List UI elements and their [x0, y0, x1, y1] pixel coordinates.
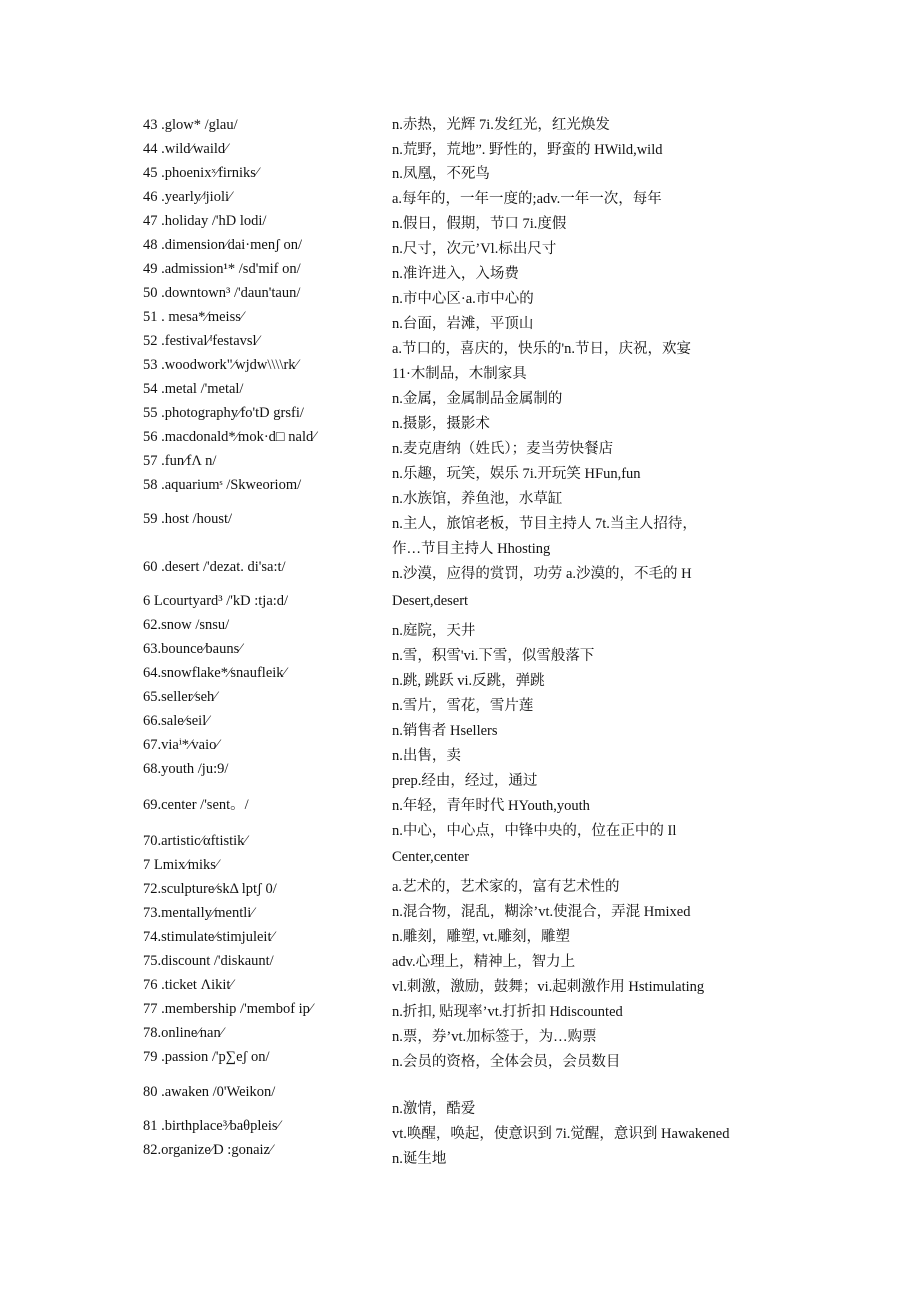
meaning-entry: n.年轻，青年时代 HYouth,youth	[392, 798, 590, 814]
word-entry: 75.discount /'diskaunt/	[143, 953, 274, 969]
word-entry: 48 .dimension⁄dai·menʃ on/	[143, 237, 303, 253]
meaning-entry: n.销售者 Hsellers	[392, 723, 498, 739]
meaning-entry: n.假日，假期，节口 7i.度假	[392, 216, 567, 232]
meaning-entry: n.市中心区·a.市中心的	[392, 291, 534, 307]
meaning-entry: n.摄影，摄影术	[392, 416, 490, 432]
word-entry: 76 .ticket Λikit⁄	[143, 977, 233, 993]
meaning-entry: n.跳, 跳跃 vi.反跳，弹跳	[392, 673, 545, 689]
meaning-entry: vl.刺激，激励，鼓舞；vi.起刺激作用 Hstimulating	[392, 979, 705, 995]
word-entry: 72.sculpture⁄skΔ lptʃ 0/	[143, 881, 277, 897]
meaning-entry: n.赤热，光辉 7i.发红光，红光焕发	[392, 117, 610, 133]
word-entry: 49 .admission¹* /sd'mif on/	[143, 261, 301, 277]
word-entry: 62.snow /snsu/	[143, 617, 230, 633]
word-entry: 66.sale⁄seil⁄	[143, 713, 209, 729]
meaning-entry: n.出售，卖	[392, 748, 461, 764]
word-entry: 54 .metal /'metal/	[143, 381, 244, 397]
meaning-entry: Desert,desert	[392, 593, 469, 609]
word-entry: 7 Lmix⁄miks⁄	[143, 857, 219, 873]
word-entry: 53 .woodwork"⁄wjdw\\\\rk⁄	[143, 357, 298, 373]
meaning-entry: n.尺寸，次元’Vl.标出尺寸	[392, 241, 557, 257]
word-entry: 58 .aquariumˢ /Skweoriom/	[143, 477, 302, 493]
meaning-entry: n.混合物，混乱，糊涂’vt.使混合，弄混 Hmixed	[392, 904, 691, 920]
word-entry: 47 .holiday /'hD lodi/	[143, 213, 267, 229]
meaning-entry: n.水族馆，养鱼池，水草缸	[392, 491, 563, 507]
meaning-entry: n.准许进入，入场费	[392, 266, 519, 282]
word-entry: 64.snowflake*⁄snaufleik⁄	[143, 665, 286, 681]
word-entry: 55 .photography⁄fo'tD grsfi/	[143, 405, 304, 421]
word-entry: 51 . mesa*⁄meiss⁄	[143, 309, 244, 325]
word-entry: 70.artistic⁄αftistik⁄	[143, 833, 247, 849]
word-entry: 57 .fun⁄fΛ n/	[143, 453, 217, 469]
meaning-entry: n.折扣, 贴现率’vt.打折扣 Hdiscounted	[392, 1004, 623, 1020]
word-entry: 56 .macdonald*⁄mok·d□ nald⁄	[143, 429, 316, 445]
word-entry: 67.viaⁱ*⁄vaio⁄	[143, 737, 219, 753]
meaning-entry: n.沙漠，应得的赏罚，功劳 a.沙漠的，不毛的 H	[392, 566, 692, 582]
meaning-entry: 11·木制品，木制家具	[392, 366, 527, 382]
meaning-entry: n.台面，岩滩，平顶山	[392, 316, 534, 332]
word-entry: 68.youth /ju:9/	[143, 761, 229, 777]
meaning-entry: a.每年的，一年一度的;adv.一年一次，每年	[392, 191, 662, 207]
word-entry: 44 .wild⁄waild⁄	[143, 141, 228, 157]
word-entry: 65.seller⁄seh⁄	[143, 689, 217, 705]
word-entry: 74.stimulate⁄stimjuleit⁄	[143, 929, 274, 945]
meaning-entry: 作…节目主持人 Hhosting	[392, 541, 551, 557]
meaning-entry: a.艺术的，艺术家的，富有艺术性的	[392, 879, 620, 895]
meaning-entry: n.金属，金属制品金属制的	[392, 391, 563, 407]
meaning-entry: n.麦克唐纳（姓氏）；麦当劳快餐店	[392, 441, 614, 457]
meaning-entry: n.凤凰，不死鸟	[392, 166, 490, 182]
meaning-entry: n.荒野，荒地”. 野性的，野蛮的 HWild,wild	[392, 142, 663, 158]
meaning-entry: n.激情，酷爱	[392, 1101, 476, 1117]
meaning-entry: prep.经由，经过，通过	[392, 773, 538, 789]
meaning-entry: n.主人，旅馆老板，节目主持人 7t.当主人招待，	[392, 516, 697, 532]
word-entry: 69.center /'sent。/	[143, 797, 249, 813]
meaning-entry: n.乐趣，玩笑，娱乐 7i.开玩笑 HFun,fun	[392, 466, 641, 482]
meaning-entry: n.诞生地	[392, 1151, 447, 1167]
word-entry: 80 .awaken /0'Weikon/	[143, 1084, 276, 1100]
word-entry: 46 .yearly⁄ʲjioli⁄	[143, 189, 232, 205]
meaning-entry: n.庭院，天井	[392, 623, 476, 639]
meaning-entry: n.雕刻，雕塑, vt.雕刻，雕塑	[392, 929, 571, 945]
word-entry: 78.online⁄nan⁄	[143, 1025, 224, 1041]
word-entry: 45 .phoenixˣ⁄firniks⁄	[143, 165, 259, 181]
word-entry: 79 .passion /'p∑eʃ on/	[143, 1049, 270, 1065]
word-entry: 77 .membership /'membof ip⁄	[143, 1001, 313, 1017]
word-entry: 82.organize⁄D :gonaiz⁄	[143, 1142, 273, 1158]
word-entry: 43 .glow* /glau/	[143, 117, 238, 133]
word-entry: 73.mentally⁄mentli⁄	[143, 905, 254, 921]
meaning-entry: n.票，券’vt.加标签于，为…购票	[392, 1029, 597, 1045]
meaning-entry: n.雪，积雪'vi.下雪，似雪般落下	[392, 648, 595, 664]
meaning-entry: n.会员的资格，全体会员，会员数目	[392, 1054, 621, 1070]
word-entry: 6 Lcourtyard³ /'kD :tja:d/	[143, 593, 289, 609]
word-entry: 81 .birthplace³⁄baθpleis⁄	[143, 1118, 280, 1134]
meaning-entry: vt.唤醒，唤起，使意识到 7i.觉醒，意识到 Hawakened	[392, 1126, 730, 1142]
meaning-entry: Center,center	[392, 849, 470, 865]
meaning-entry: n.中心，中心点，中锋中央的，位在正中的 Il	[392, 823, 677, 839]
word-entry: 60 .desert /'dezat. di'sa:t/	[143, 559, 286, 575]
meaning-entry: adv.心理上，精神上，智力上	[392, 954, 576, 970]
word-entry: 50 .downtown³ /'daun'taun/	[143, 285, 301, 301]
word-entry: 63.bounce⁄bauns⁄	[143, 641, 242, 657]
word-entry: 59 .host /houst/	[143, 511, 233, 527]
word-entry: 52 .festival⁄ˡfestavsl⁄	[143, 333, 259, 349]
meaning-entry: n.雪片，雪花，雪片莲	[392, 698, 534, 714]
meaning-entry: a.节口的，喜庆的，快乐的'n.节日，庆祝，欢宴	[392, 341, 692, 357]
